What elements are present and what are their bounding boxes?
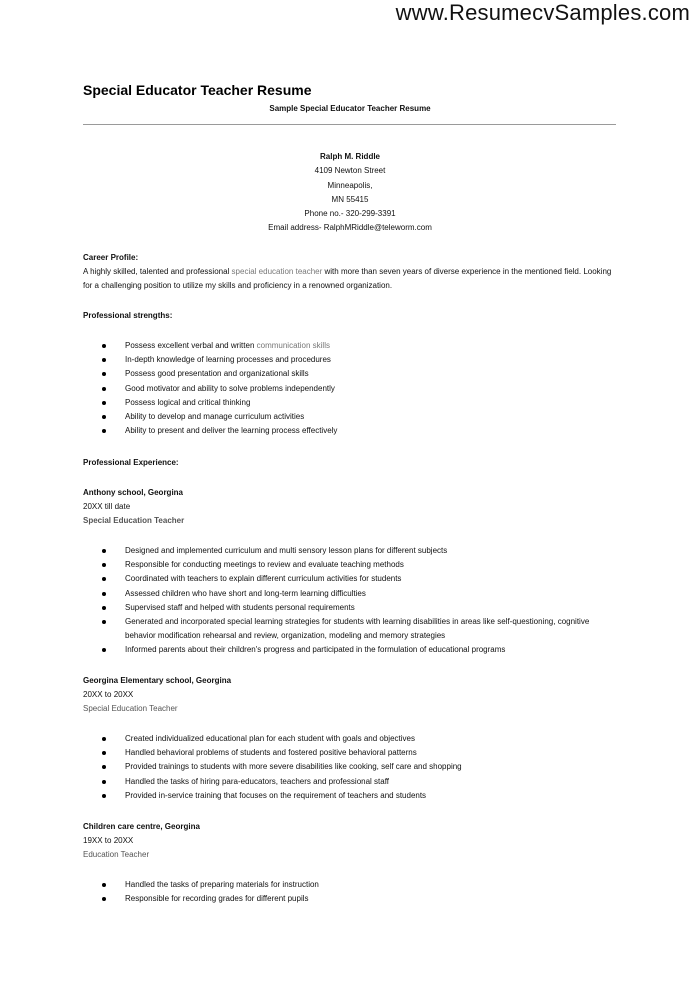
list-item xyxy=(102,544,612,558)
list-item xyxy=(102,746,612,760)
bullet-icon xyxy=(102,401,106,405)
duty-text: Designed and implemented curriculum and multi sensory lesson plans for different subjects xyxy=(125,546,448,555)
job-1-role: Special Education Teacher xyxy=(83,516,185,525)
duty-text: Handled the tasks of hiring para-educators, teachers and professional staff xyxy=(125,776,390,786)
communication-skills-link[interactable]: communication skills xyxy=(256,341,330,350)
strength-text: Ability to develop and manage curriculum activities xyxy=(125,412,305,422)
duty-text: Supervised staff and helped with students personal requirements xyxy=(125,602,355,612)
document-title: Special Educator Teacher Resume xyxy=(83,82,312,98)
bullet-icon xyxy=(102,592,106,596)
list-item xyxy=(102,353,612,367)
candidate-name: Ralph M. Riddle xyxy=(320,152,380,161)
title-divider xyxy=(83,124,616,125)
contact-block xyxy=(0,150,700,236)
bullet-icon xyxy=(102,372,106,376)
job-1-duties xyxy=(102,544,612,658)
duty-text: Informed parents about their children's progress and participated in the formulation of educational programs xyxy=(125,645,506,655)
bullet-icon xyxy=(102,549,106,553)
special-education-teacher-link[interactable]: special education teacher xyxy=(231,267,323,276)
bullet-icon xyxy=(102,429,106,433)
experience-heading: Professional Experience: xyxy=(83,458,179,467)
duty-text: Responsible for conducting meetings to review and evaluate teaching methods xyxy=(125,560,404,570)
duty-text: Handled the tasks of preparing materials for instruction xyxy=(125,880,319,889)
job-3-dates: 19XX to 20XX xyxy=(83,836,134,845)
job-2-employer: Georgina Elementary school, Georgina xyxy=(83,676,232,685)
street-address: 4109 Newton Street xyxy=(314,166,386,176)
bullet-icon xyxy=(102,563,106,567)
list-item xyxy=(102,732,612,746)
list-item xyxy=(102,339,612,353)
bullet-icon xyxy=(102,751,106,755)
strength-text: Good motivator and ability to solve problems independently xyxy=(125,383,335,393)
strength-text: Ability to present and deliver the learning process effectively xyxy=(125,426,338,436)
strength-text: In-depth knowledge of learning processes and procedures xyxy=(125,355,331,365)
state-zip: MN 55415 xyxy=(331,194,369,204)
job-3-role: Education Teacher xyxy=(83,850,150,859)
job-3-duties xyxy=(102,878,612,906)
list-item xyxy=(102,367,612,381)
bullet-icon xyxy=(102,387,106,391)
career-profile-heading: Career Profile: xyxy=(83,253,139,262)
list-item xyxy=(102,789,612,803)
bullet-icon xyxy=(102,780,106,784)
bullet-icon xyxy=(102,883,106,887)
bullet-icon xyxy=(102,358,106,362)
phone-number: Phone no.- 320-299-3391 xyxy=(304,209,396,219)
list-item xyxy=(102,615,612,643)
bullet-icon xyxy=(102,648,106,652)
career-profile-text-start: A highly skilled, talented and professional xyxy=(83,267,232,276)
job-2-dates: 20XX to 20XX xyxy=(83,690,134,699)
job-2-duties xyxy=(102,732,612,803)
duty-text: Responsible for recording grades for different pupils xyxy=(125,894,309,904)
bullet-icon xyxy=(102,415,106,419)
job-1-dates: 20XX till date xyxy=(83,502,131,511)
list-item xyxy=(102,587,612,601)
bullet-icon xyxy=(102,606,106,610)
document-subtitle: Sample Special Educator Teacher Resume xyxy=(269,104,431,113)
duty-text: Generated and incorporated special learning strategies for students with learning disabilities in areas like self-questioning, cognitive behavior modification rehearsal and review, organization, modeling and memory strategies xyxy=(125,617,590,641)
duty-text: Handled behavioral problems of students and fostered positive behavioral patterns xyxy=(125,748,417,758)
bullet-icon xyxy=(102,897,106,901)
list-item xyxy=(102,878,612,892)
email-address: Email address- RalphMRiddle@teleworm.com xyxy=(268,223,432,233)
list-item xyxy=(102,382,612,396)
job-1-employer: Anthony school, Georgina xyxy=(83,488,184,497)
list-item xyxy=(102,601,612,615)
list-item xyxy=(102,410,612,424)
job-2-role: Special Education Teacher xyxy=(83,704,178,713)
strengths-heading: Professional strengths: xyxy=(83,311,173,320)
bullet-icon xyxy=(102,765,106,769)
strength-text: Possess excellent verbal and written xyxy=(125,341,257,350)
list-item xyxy=(102,572,612,586)
strengths-list xyxy=(102,339,612,438)
career-profile-text xyxy=(83,265,618,293)
strength-text: Possess good presentation and organizational skills xyxy=(125,369,309,379)
job-3-employer: Children care centre, Georgina xyxy=(83,822,200,831)
duty-text: Coordinated with teachers to explain different curriculum activities for students xyxy=(125,574,402,584)
duty-text: Assessed children who have short and long-term learning difficulties xyxy=(125,588,366,598)
bullet-icon xyxy=(102,794,106,798)
list-item xyxy=(102,892,612,906)
list-item xyxy=(102,424,612,438)
duty-text: Provided in-service training that focuses on the requirement of teachers and students xyxy=(125,790,427,800)
list-item xyxy=(102,643,612,657)
city: Minneapolis, xyxy=(327,180,373,190)
strength-text: Possess logical and critical thinking xyxy=(125,397,251,407)
bullet-icon xyxy=(102,344,106,348)
list-item xyxy=(102,760,612,774)
duty-text: Created individualized educational plan for each student with goals and objectives xyxy=(125,734,415,743)
bullet-icon xyxy=(102,737,106,741)
career-profile-text-end: with more than seven years of diverse experience in the mentioned field. Looking for a challenging position to utilize my skills and proficiency in a renowned organization. xyxy=(83,267,612,290)
list-item xyxy=(102,558,612,572)
bullet-icon xyxy=(102,577,106,581)
list-item xyxy=(102,775,612,789)
duty-text: Provided trainings to students with more severe disabilities like cooking, self care and shopping xyxy=(125,762,462,772)
list-item xyxy=(102,396,612,410)
bullet-icon xyxy=(102,620,106,624)
site-url[interactable]: www.ResumecvSamples.com xyxy=(395,0,690,25)
